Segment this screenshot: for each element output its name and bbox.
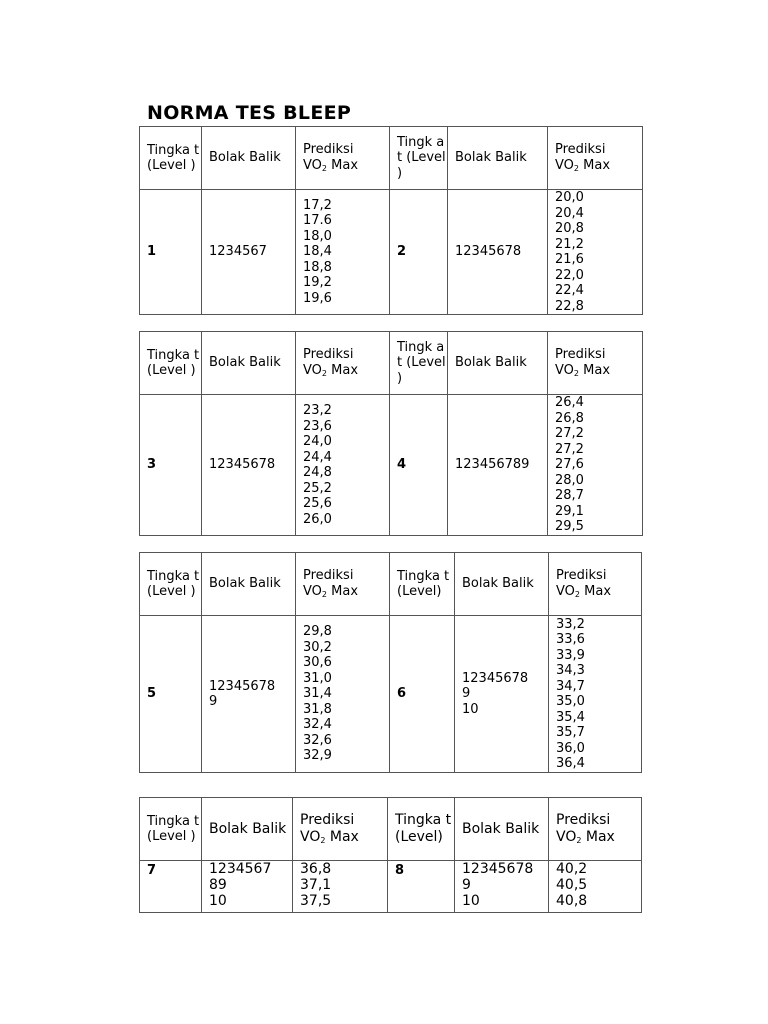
header-prediksi: Prediksi $VO_2$ Max — [296, 127, 390, 190]
vo2-cell: 26,4 26,8 27,2 27,2 27,6 28,0 28,7 29,1 29,5 — [548, 395, 643, 536]
norma-table-3 — [139, 552, 642, 773]
header-bolak-balik: Bolak Balik — [448, 332, 548, 395]
bolak-balik-cell: 1234567 89 10 — [202, 861, 293, 913]
level-cell: 5 — [140, 616, 202, 773]
norma-table-2 — [139, 331, 643, 536]
header-bolak-balik: Bolak Balik — [202, 332, 296, 395]
vo2-cell: 23,2 23,6 24,0 24,4 24,8 25,2 25,6 26,0 — [296, 395, 390, 536]
header-row — [140, 127, 643, 190]
header-bolak-balik: Bolak Balik — [455, 798, 549, 861]
header-prediksi: Prediksi $VO_2$ Max — [296, 332, 390, 395]
header-prediksi: Prediksi $VO_2$ Max — [293, 798, 388, 861]
data-row — [140, 395, 643, 536]
header-level: Tingka t (Level ) — [140, 553, 202, 616]
vo2-cell: 20,0 20,4 20,8 21,2 21,6 22,0 22,4 22,8 — [548, 190, 643, 315]
level-cell: 1 — [140, 190, 202, 315]
level-cell: 8 — [388, 861, 455, 913]
level-cell: 2 — [390, 190, 448, 315]
header-bolak-balik: Bolak Balik — [202, 127, 296, 190]
bolak-balik-cell: 1234567 — [202, 190, 296, 315]
level-cell: 7 — [140, 861, 202, 913]
header-bolak-balik: Bolak Balik — [448, 127, 548, 190]
norma-table-4 — [139, 797, 642, 913]
header-row — [140, 553, 642, 616]
bolak-balik-cell: 12345678 — [202, 395, 296, 536]
vo2-cell: 36,8 37,1 37,5 — [293, 861, 388, 913]
header-row — [140, 798, 642, 861]
bolak-balik-cell: 12345678 9 — [202, 616, 296, 773]
level-cell: 6 — [390, 616, 455, 773]
header-level: Tingk at (Level ) — [390, 127, 448, 190]
bolak-balik-cell: 12345678 9 10 — [455, 861, 549, 913]
header-level: Tingka t (Level) — [388, 798, 455, 861]
header-prediksi: Prediksi $VO_2$ Max — [548, 127, 643, 190]
header-level: Tingka t (Level ) — [140, 798, 202, 861]
vo2-cell: 33,2 33,6 33,9 34,3 34,7 35,0 35,4 35,7 36,0 36,4 — [549, 616, 642, 773]
header-prediksi: Prediksi $VO_2$ Max — [549, 553, 642, 616]
header-level: Tingka t (Level) — [390, 553, 455, 616]
vo2-cell: 40,2 40,5 40,8 — [549, 861, 642, 913]
header-bolak-balik: Bolak Balik — [202, 798, 293, 861]
header-level: Tingk at (Level ) — [390, 332, 448, 395]
bolak-balik-cell: 12345678 9 10 — [455, 616, 549, 773]
vo2-cell: 29,8 30,2 30,6 31,0 31,4 31,8 32,4 32,6 32,9 — [296, 616, 390, 773]
level-cell: 3 — [140, 395, 202, 536]
page-title: NORMA TES BLEEP — [147, 102, 352, 124]
header-prediksi: Prediksi $VO_2$ Max — [549, 798, 642, 861]
header-level: Tingka t (Level ) — [140, 127, 202, 190]
vo2-cell: 17,2 17.6 18,0 18,4 18,8 19,2 19,6 — [296, 190, 390, 315]
header-bolak-balik: Bolak Balik — [202, 553, 296, 616]
bolak-balik-cell: 12345678 — [448, 190, 548, 315]
header-prediksi: Prediksi $VO_2$ Max — [548, 332, 643, 395]
norma-table-1 — [139, 126, 643, 315]
header-bolak-balik: Bolak Balik — [455, 553, 549, 616]
data-row — [140, 861, 642, 913]
header-row — [140, 332, 643, 395]
bolak-balik-cell: 123456789 — [448, 395, 548, 536]
header-prediksi: Prediksi $VO_2$ Max — [296, 553, 390, 616]
data-row — [140, 190, 643, 315]
level-cell: 4 — [390, 395, 448, 536]
header-level: Tingka t (Level ) — [140, 332, 202, 395]
data-row — [140, 616, 642, 773]
